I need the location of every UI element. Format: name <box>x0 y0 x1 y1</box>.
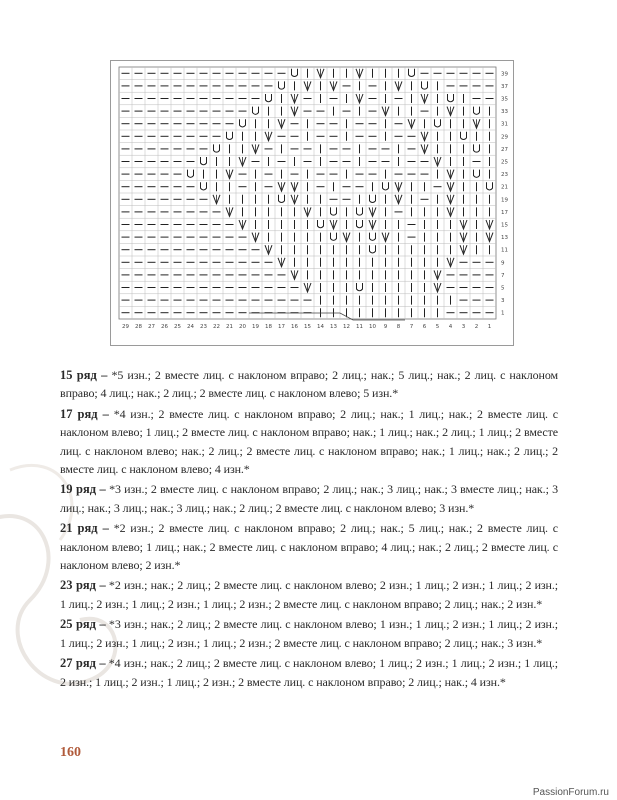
instruction-row <box>60 615 558 652</box>
column-number: 6 <box>422 324 427 330</box>
instruction-row-label: 23 ряд – <box>60 578 106 593</box>
column-number: 4 <box>448 324 453 330</box>
row-number: 33 <box>501 109 508 116</box>
row-number: 17 <box>501 209 508 216</box>
column-number: 29 <box>122 324 129 330</box>
column-number: 25 <box>174 324 181 330</box>
row-number: 9 <box>501 260 505 267</box>
column-number: 3 <box>461 324 466 330</box>
instruction-row <box>60 405 558 479</box>
instruction-row <box>60 480 558 517</box>
instruction-row-text: *4 изн.; 2 вместе лиц. с наклоном вправо; 2 лиц.; нак.; 1 лиц.; нак.; 2 вместе лиц. с наклоном влево; 1 лиц.; 2 вместе лиц. с наклоном вправо; нак.; 1 лиц.; нак.; 2 лиц.; 1 лиц.; 2 вместе лиц. с наклоном влево; нак.; 2 лиц.; 2 вместе лиц. с наклоном вправо; нак.; 1 лиц.; нак.; 2 лиц.; 2 вместе лиц. с наклоном влево; 4 изн.* <box>60 406 558 477</box>
column-number: 14 <box>317 324 324 330</box>
row-number: 29 <box>501 134 508 141</box>
instruction-row-text: *3 изн.; нак.; 2 лиц.; 2 вместе лиц. с наклоном влево; 1 изн.; 1 лиц.; 2 изн.; 1 лиц.; 2 изн.; 1 лиц.; 2 изн.; 1 лиц.; 2 изн.; 1 лиц.; 2 изн.; 2 вместе лиц. с наклоном вправо; 2 лиц.; нак.; 3 изн.* <box>60 617 558 650</box>
column-number: 20 <box>239 324 246 330</box>
instruction-row-text: *2 изн.; нак.; 2 лиц.; 2 вместе лиц. с наклоном влево; 2 изн.; 1 лиц.; 2 изн.; 1 лиц.; 2 изн.; 1 лиц.; 2 изн.; 1 лиц.; 2 изн.; 1 лиц.; 2 изн.; 2 вместе лиц. с наклоном вправо; 2 лиц.; нак.; 2 изн.* <box>60 578 558 611</box>
column-number: 18 <box>265 324 272 330</box>
instruction-row-label: 15 ряд – <box>60 368 108 382</box>
column-number: 23 <box>200 324 207 330</box>
instruction-row <box>60 654 558 691</box>
column-number: 17 <box>278 324 285 330</box>
instructions-list <box>60 366 558 693</box>
watermark: PassionForum.ru <box>532 787 609 798</box>
column-number: 5 <box>435 324 440 330</box>
page-number: 160 <box>60 745 81 760</box>
row-number: 11 <box>501 247 508 254</box>
column-number: 1 <box>487 324 492 330</box>
row-number: 19 <box>501 197 508 204</box>
instruction-row <box>60 576 558 613</box>
row-number: 1 <box>501 310 505 317</box>
instruction-row <box>60 519 558 574</box>
column-number: 10 <box>369 324 376 330</box>
instruction-row-label: 25 ряд – <box>60 617 106 632</box>
column-number: 13 <box>330 324 337 330</box>
column-number: 16 <box>291 324 298 330</box>
row-number: 23 <box>501 172 508 179</box>
column-number: 21 <box>226 324 233 330</box>
row-number: 27 <box>501 146 508 153</box>
instruction-row-text: *2 изн.; 2 вместе лиц. с наклоном вправо; 2 лиц.; нак.; 5 лиц.; нак.; 2 вместе лиц. с наклоном влево; 1 лиц.; нак.; 2 вместе лиц. с наклоном вправо; 4 лиц.; нак.; 2 лиц.; 2 вместе лиц. с наклоном влево; 2 изн.* <box>60 521 558 573</box>
row-number: 21 <box>501 184 508 191</box>
knitting-chart-grid <box>111 61 513 345</box>
instruction-row-label: 17 ряд – <box>60 406 109 421</box>
instruction-row-label: 21 ряд – <box>60 521 109 536</box>
instruction-row <box>60 366 558 403</box>
row-number: 3 <box>501 298 505 305</box>
row-number: 37 <box>501 83 508 90</box>
column-number: 2 <box>474 324 479 330</box>
column-number: 9 <box>383 324 388 330</box>
row-number: 39 <box>501 71 508 78</box>
column-number: 7 <box>409 324 414 330</box>
column-number: 12 <box>343 324 350 330</box>
column-number: 22 <box>213 324 220 330</box>
column-number: 8 <box>396 324 401 330</box>
row-number: 13 <box>501 235 508 242</box>
row-number: 15 <box>501 222 508 229</box>
column-number: 28 <box>135 324 142 330</box>
column-number: 24 <box>187 324 194 330</box>
column-number: 26 <box>161 324 168 330</box>
instruction-row-text: *4 изн.; нак.; 2 лиц.; 2 вместе лиц. с наклоном влево; 1 лиц.; 2 изн.; 1 лиц.; 2 изн.; 1 лиц.; 2 изн.; 1 лиц.; 2 изн.; 1 лиц.; 2 изн.; 2 вместе лиц. с наклоном вправо; 2 лиц.; нак.; 4 изн.* <box>60 656 558 689</box>
column-number: 15 <box>304 324 311 330</box>
row-number: 7 <box>501 272 505 279</box>
row-number: 5 <box>501 285 505 292</box>
column-number: 27 <box>148 324 155 330</box>
row-number: 25 <box>501 159 508 166</box>
knitting-chart <box>110 60 514 346</box>
instruction-row-label: 19 ряд – <box>60 482 106 497</box>
column-number: 19 <box>252 324 259 330</box>
instruction-row-text: *5 изн.; 2 вместе лиц. с наклоном вправо; 2 лиц.; нак.; 5 лиц.; нак.; 2 лиц. с наклоном вправо; 4 лиц.; нак.; 2 лиц.; 2 вместе лиц. с наклоном влево; 5 изн.* <box>60 368 558 401</box>
instruction-row-label: 27 ряд – <box>60 656 106 671</box>
row-number: 35 <box>501 96 508 103</box>
instruction-row-text: *3 изн.; 2 вместе лиц. с наклоном вправо; 2 лиц.; нак.; 3 лиц.; нак.; 3 вместе лиц.; нак.; 3 лиц.; нак.; 3 лиц.; нак.; 3 лиц.; нак.; 2 лиц.; 2 вместе лиц. с наклоном влево; 3 изн.* <box>60 482 558 515</box>
row-number: 31 <box>501 121 508 128</box>
column-number: 11 <box>356 324 363 330</box>
